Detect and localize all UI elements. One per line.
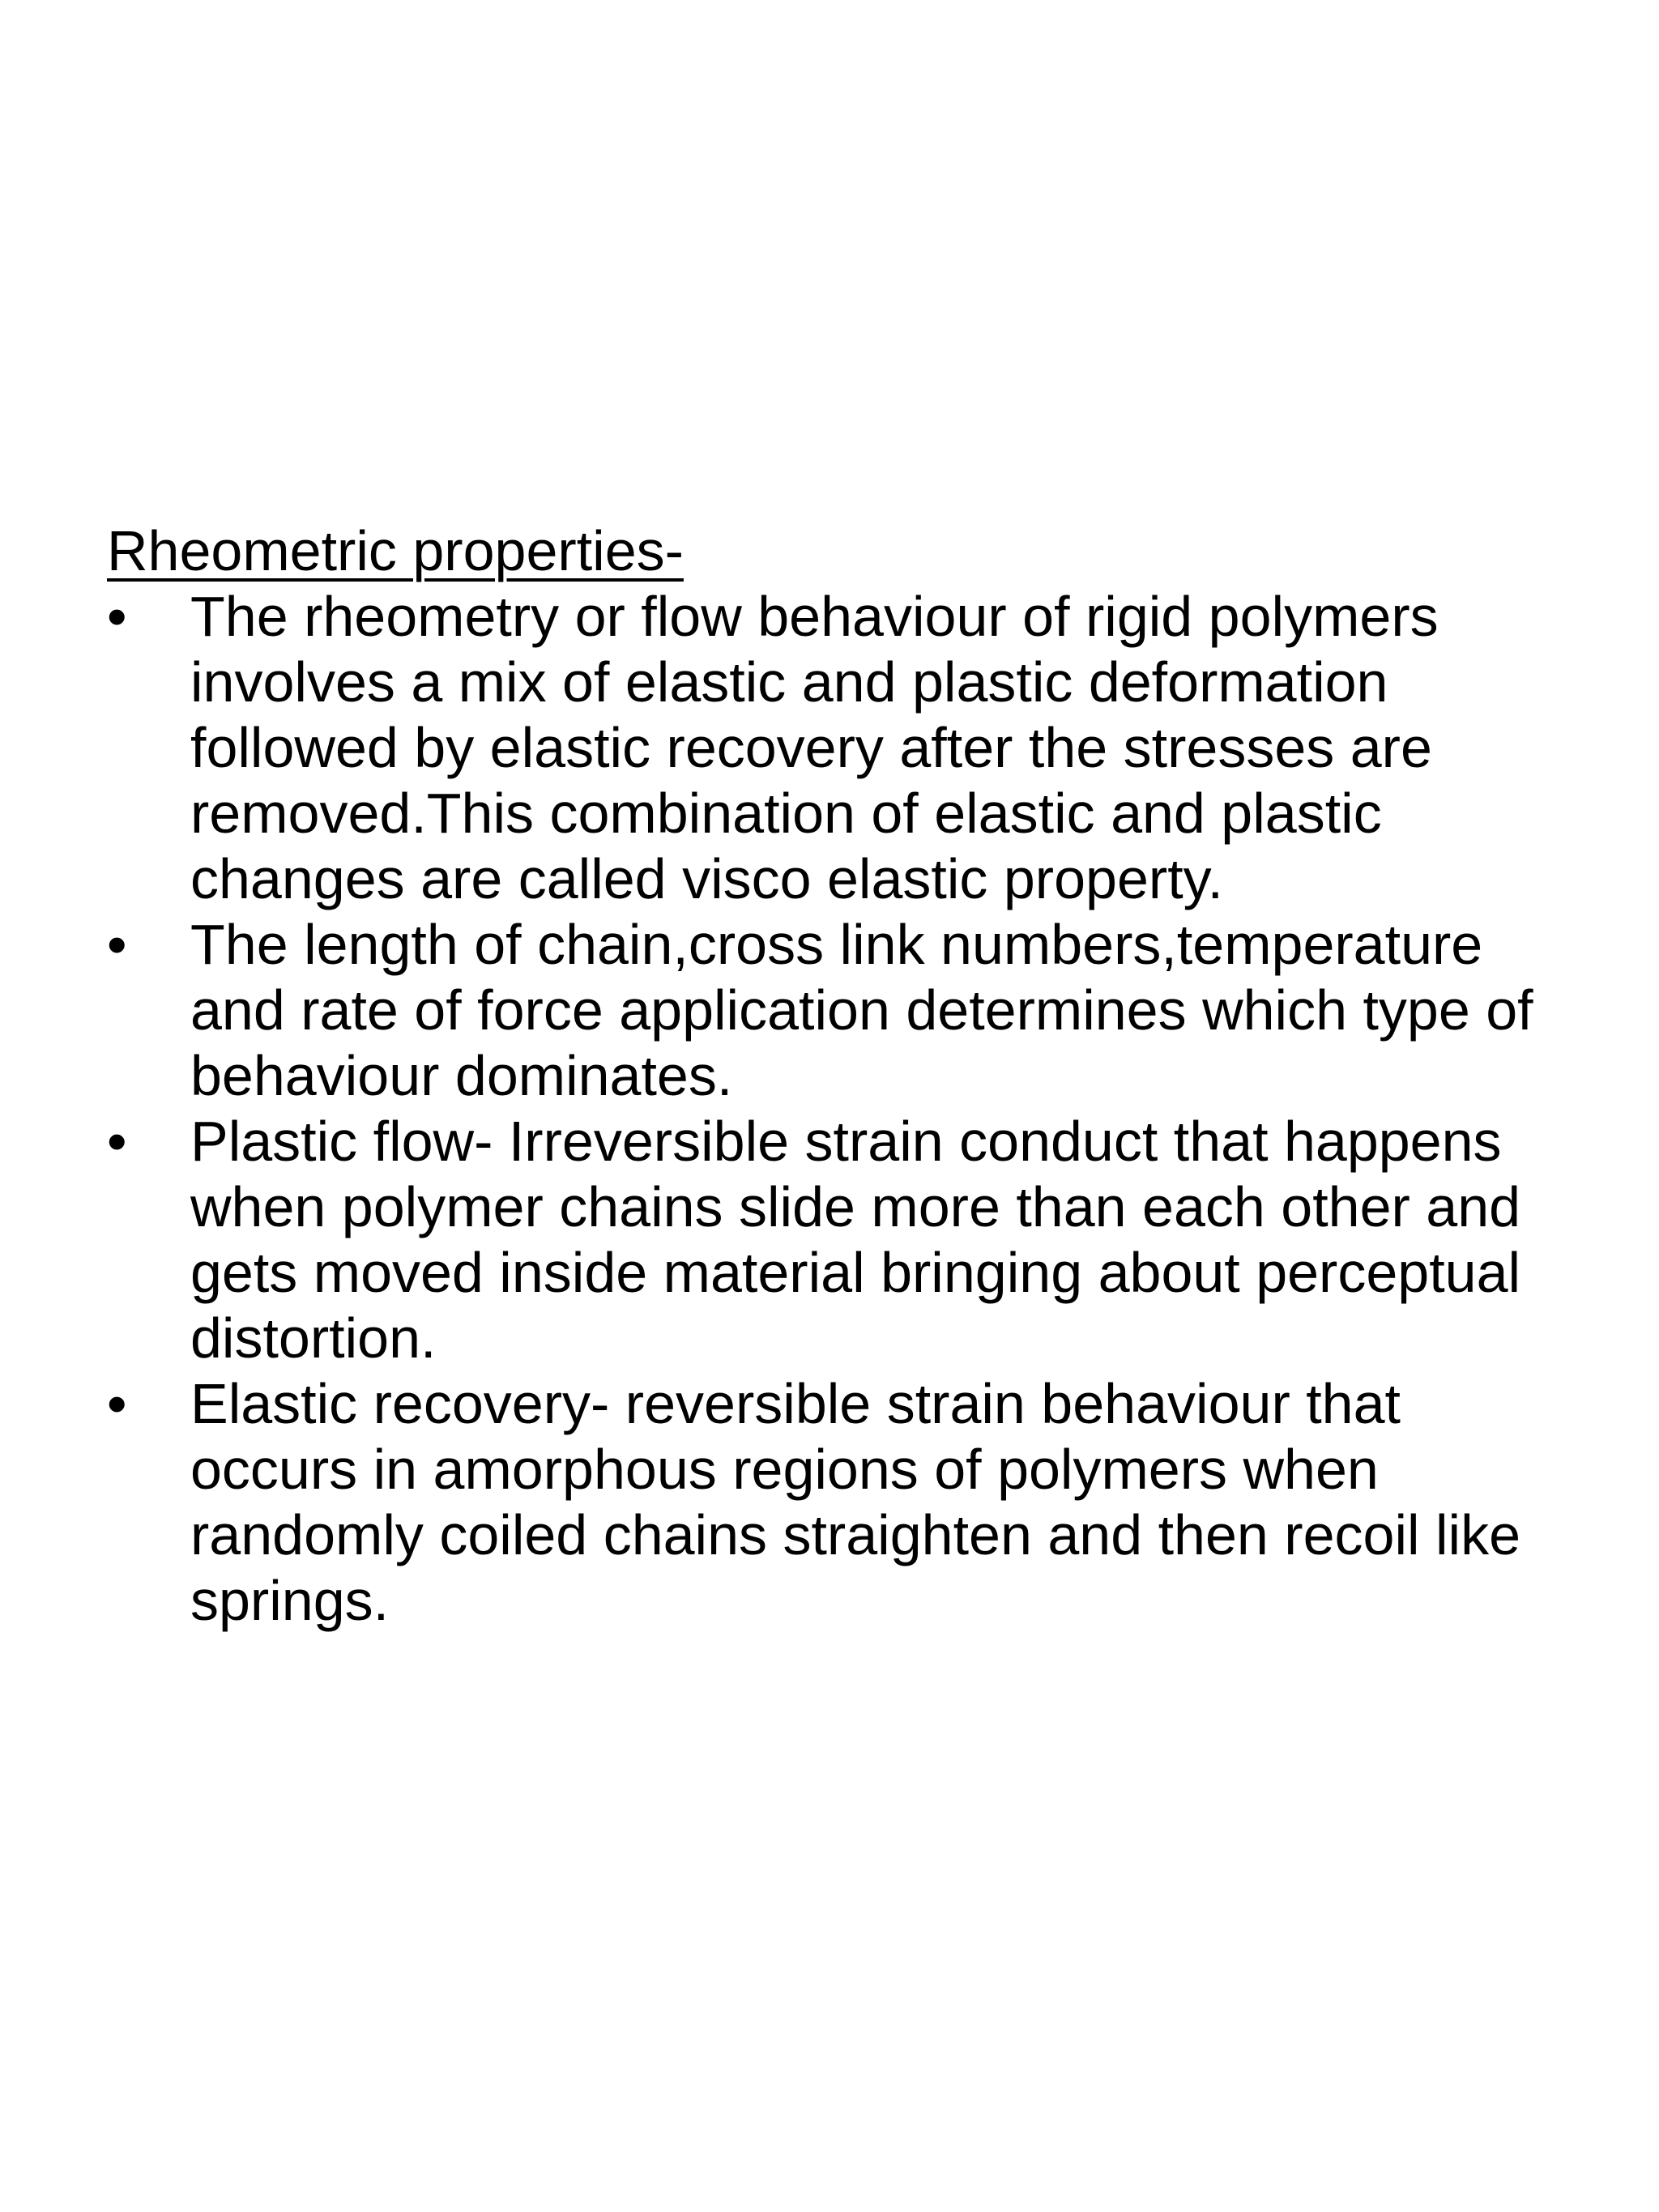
bullet-dot-icon: • — [107, 913, 127, 976]
bullet-item — [107, 1109, 1565, 1371]
bullet-item — [107, 912, 1565, 1109]
bullet-text: Plastic flow- Irreversible strain conduct that happens when polymer chains slide more than each other and gets moved inside material bringing about perceptual distortion. — [190, 1110, 1521, 1370]
bullet-dot-icon: • — [107, 1110, 127, 1173]
bullet-text: The length of chain,cross link numbers,temperature and rate of force application determines which type of behaviour dominates. — [190, 913, 1533, 1107]
bullet-text: Elastic recovery- reversible strain behaviour that occurs in amorphous regions of polymers when randomly coiled chains straighten and then recoil like springs. — [190, 1372, 1521, 1632]
bullet-item — [107, 584, 1565, 912]
bullet-dot-icon: • — [107, 1372, 127, 1435]
slide-content — [107, 518, 1565, 1634]
section-heading: Rheometric properties- — [107, 519, 684, 582]
bullet-text: The rheometry or flow behaviour of rigid polymers involves a mix of elastic and plastic deformation followed by elastic recovery after the stresses are removed.This combination of elastic and plastic changes are called visco elastic property. — [190, 585, 1439, 910]
bullet-dot-icon: • — [107, 585, 127, 648]
bullet-item — [107, 1371, 1565, 1634]
bullet-list — [107, 584, 1565, 1634]
